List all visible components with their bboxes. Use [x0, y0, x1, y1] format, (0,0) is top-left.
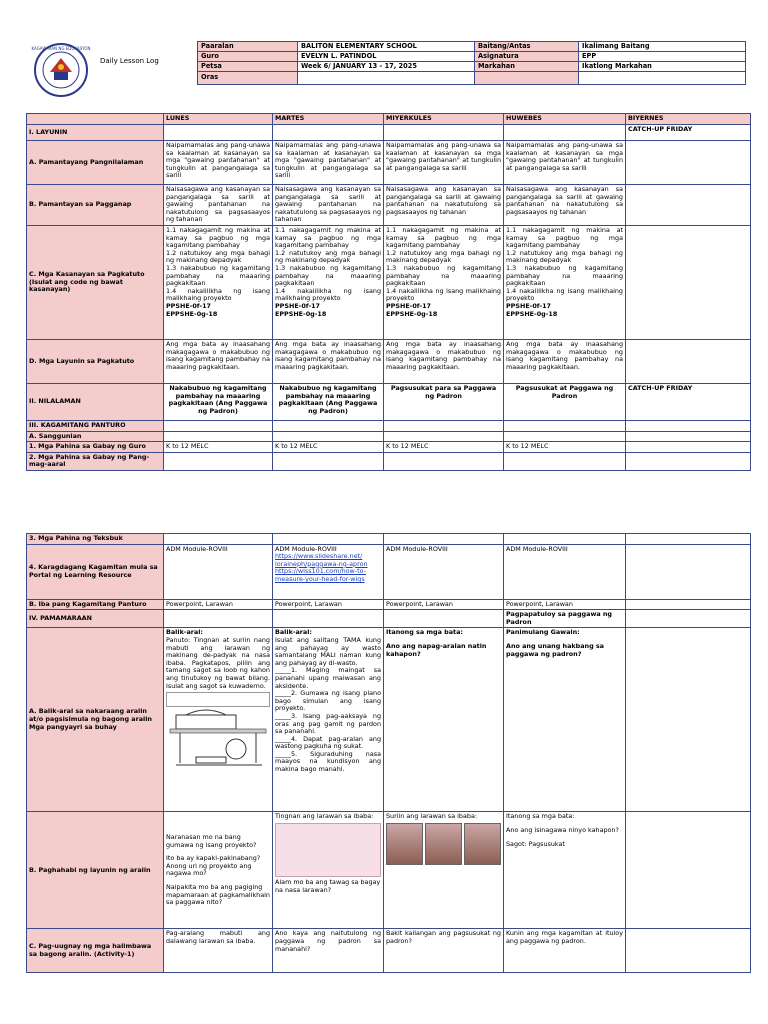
module-martes: [273, 544, 384, 599]
balik-text: Panuto: Tingnan at suriin nang mabuti ang larawan ng makinang de-padyak na nasa ibaba. Pagkatapos, piliin ang tamang sagot sa loob ng kahon ang tinutukoy ng bawat bilang. Isulat ang sagot sa kuwaderno.: [166, 635, 270, 690]
cell: [504, 534, 626, 545]
kasanayan-line: 1.1 nakagagamit ng makina at kamay sa pagbuo ng mga kagamitang pambahay: [506, 225, 623, 250]
deped-seal-logo: [30, 42, 92, 98]
balik-intro: Isulat ang salitang TAMA kung ang pahayag ay wasto samantalang MALI naman kung ang pahayag ay di-wasto.: [275, 635, 381, 667]
balik-item: _____5. Siguraduhing nasa maayos na kundisyon ang makina bago manahi.: [275, 749, 381, 774]
day-martes: MARTES: [273, 114, 384, 125]
balik-title: Balik-aral:: [275, 628, 312, 637]
layunin-martes: Ang mga bata ay inaasahang makagagawa o makabubuo ng isang kagamitang pambahay na maaaring pagkakitaan.: [273, 339, 384, 383]
paghahabi-q: Alam mo ba ang tawag sa bagay na nasa larawan?: [275, 877, 381, 894]
cell: [626, 339, 751, 383]
row-teksbuk-label: 3. Mga Pahina ng Teksbuk: [27, 534, 164, 545]
layunin-huwebes: Ang mga bata ay inaasahang makagagawa o makabubuo ng isang kagamitang pambahay na maaaring pagkakitaan.: [504, 339, 626, 383]
paghahabi-title: Tingnan ang larawan sa ibaba:: [275, 812, 374, 821]
cell: [626, 628, 751, 812]
label-asignatura: Asignatura: [475, 52, 579, 62]
header-info-table: [197, 41, 746, 85]
nilalaman-huwebes: Pagsusukat at Paggawa ng Padron: [504, 383, 626, 420]
kasanayan-line: 1.4 nakalilikha ng isang malikhaing proyekto: [506, 286, 623, 303]
pagganap-lunes: Naisasagawa ang kasanayan sa pangangalaga sa sarili at gawaing pantahanan na nakatutulong sa pagsasaayos ng tahanan: [164, 185, 273, 226]
row-layunin-label: I. LAYUNIN: [27, 125, 164, 141]
cell: [504, 125, 626, 141]
balik-title: Panimulang Gawain:: [506, 628, 580, 637]
kasanayan-line: 1.4 nakalilikha ng isang malikhaing proyekto: [386, 286, 501, 303]
cell: [626, 534, 751, 545]
corner-cell: [27, 114, 164, 125]
cell: [504, 452, 626, 470]
cell: [626, 185, 751, 226]
photo: [386, 823, 423, 865]
code-2: EPPSHE-0g-18: [275, 309, 327, 318]
paghahabi-martes: [273, 812, 384, 929]
row-gabay-guro-label: 1. Mga Pahina sa Gabay ng Guro: [27, 442, 164, 453]
cell: [164, 452, 273, 470]
code-1: PPSHE-0f-17: [506, 301, 551, 310]
cell: [164, 420, 273, 431]
cell: [626, 420, 751, 431]
module-lunes: ADM Module-ROVIII: [164, 544, 273, 599]
value-oras: [298, 72, 475, 85]
paguugnay-martes: Ano kaya ang naitutulong ng paggawa ng padron sa mananahi?: [273, 929, 384, 973]
row-pagganap-label: B. Pamantayan sa Pagganap: [27, 185, 164, 226]
cell: [164, 125, 273, 141]
cell: [504, 431, 626, 442]
cell: [273, 420, 384, 431]
iba-lunes: Powerpoint, Larawan: [164, 599, 273, 610]
paghahabi-q: Ito ba ay kapaki-pakinabang? Anong uri ng proyekto ang nagawa mo?: [166, 854, 261, 878]
label-baitang: Baitang/Antas: [475, 42, 579, 52]
cell: [626, 452, 751, 470]
paghahabi-lunes: [164, 812, 273, 929]
seal-text: KAGAWARAN NG EDUKASYON: [31, 46, 91, 51]
code-2: EPPSHE-0g-18: [166, 309, 218, 318]
balik-title: Itanong sa mga bata:: [386, 628, 463, 637]
cell: [273, 534, 384, 545]
kasanayan-line: 1.4 nakalilikha ng isang malikhaing proyekto: [275, 286, 381, 303]
row-paguugnay-label: C. Pag-uugnay ng mga halimbawa sa bagong aralin. (Activity-1): [27, 929, 164, 973]
row-pamamaraan-label: IV. PAMAMARAAN: [27, 610, 164, 628]
nilalaman-miyerkules: Pagsusukat para sa Paggawa ng Padron: [384, 383, 504, 420]
kasanayan-martes: [273, 225, 384, 339]
kasanayan-lunes: [164, 225, 273, 339]
measuring-photos: [386, 823, 501, 865]
cell: [626, 929, 751, 973]
label-markahan: Markahan: [475, 62, 579, 72]
layunin-miyerkules: Ang mga bata ay inaasahang makagagawa o makabubuo ng isang kagamitang pambahay na maaaring pagkakitaan.: [384, 339, 504, 383]
balik-huwebes: [504, 628, 626, 812]
document-title: Daily Lesson Log: [100, 57, 159, 65]
kasanayan-line: 1.3 nakabubuo ng kagamitang pambahay na maaaring pagkakitaan: [166, 263, 270, 288]
value-petsa: Week 6/ JANUARY 13 - 17, 2025: [298, 62, 475, 72]
kasanayan-huwebes: [504, 225, 626, 339]
day-huwebes: HUWEBES: [504, 114, 626, 125]
word-box-image: [166, 692, 270, 707]
kasanayan-line: 1.2 natutukoy ang mga bahagi ng makinang depadyak: [386, 248, 501, 265]
melc-lunes: K to 12 MELC: [164, 442, 273, 453]
photo: [425, 823, 462, 865]
balik-item: _____1. Maging maingat sa pananahi upang maiwasan ang aksidente.: [275, 666, 381, 690]
day-miyerkules: MIYERKULES: [384, 114, 504, 125]
melc-miyerkules: K to 12 MELC: [384, 442, 504, 453]
label-oras: Oras: [198, 72, 298, 85]
cell: [273, 125, 384, 141]
value-baitang: Ikalimang Baitang: [579, 42, 746, 52]
paghahabi-q: Naranasan mo na bang gumawa ng isang proyekto?: [166, 833, 257, 849]
label-empty: [475, 72, 579, 85]
photo: [464, 823, 501, 865]
kasanayan-line: 1.4 nakalilikha ng isang malikhaing proyekto: [166, 286, 270, 303]
kasanayan-line: 1.3 nakabubuo ng kagamitang pambahay na maaaring pagkakitaan: [506, 263, 623, 288]
code-2: EPPSHE-0g-18: [386, 309, 438, 318]
row-kagamitan-label: III. KAGAMITANG PANTURO: [27, 420, 164, 431]
cell: [626, 599, 751, 610]
row-sanggunian-label: A. Sanggunian: [27, 431, 164, 442]
balik-item: _____2. Gumawa ng isang plano bago simulan ang isang proyekto.: [275, 689, 381, 713]
day-biyernes: BIYERNES: [626, 114, 751, 125]
kasanayan-line: 1.1 nakagagamit ng makina at kamay sa pagbuo ng mga kagamitang pambahay: [386, 225, 501, 250]
kasanayan-line: 1.1 nakagagamit ng makina at kamay sa pagbuo ng mga kagamitang pambahay: [166, 225, 270, 250]
module-huwebes: ADM Module-ROVIII: [504, 544, 626, 599]
cell: [164, 610, 273, 628]
pagganap-huwebes: Naisasagawa ang kasanayan sa pangangalaga sa sarili at gawaing pantahanan na nakatutulong sa pagsasaayos ng tahanan: [504, 185, 626, 226]
value-markahan: Ikatlong Markahan: [579, 62, 746, 72]
code-1: PPSHE-0f-17: [386, 301, 431, 310]
kasanayan-miyerkules: [384, 225, 504, 339]
kasanayan-line: 1.3 nakabubuo ng kagamitang pambahay na maaaring pagkakitaan: [275, 263, 381, 288]
sewing-machine-image: [166, 707, 270, 769]
row-gabay-magaaral-label: 2. Mga Pahina sa Gabay ng Pang-mag-aaral: [27, 452, 164, 470]
pamamaraan-huwebes: Pagpapatuloy sa paggawa ng Padron: [504, 610, 626, 628]
iba-martes: Powerpoint, Larawan: [273, 599, 384, 610]
layunin-lunes: Ang mga bata ay inaasahang makagagawa o makabubuo ng isang kagamitang pambahay na maaaring pagkakitaan.: [164, 339, 273, 383]
paguugnay-lunes: Pag-aralang mabuti ang dalawang larawan sa ibaba.: [164, 929, 273, 973]
melc-huwebes: K to 12 MELC: [504, 442, 626, 453]
cell: [626, 431, 751, 442]
melc-martes: K to 12 MELC: [273, 442, 384, 453]
kasanayan-line: 1.2 natutukoy ang mga bahagi ng makinang depadyak: [275, 248, 381, 265]
kasanayan-line: 1.3 nakabubuo ng kagamitang pambahay na maaaring pagkakitaan: [386, 263, 501, 288]
cell: [504, 420, 626, 431]
cell: [384, 452, 504, 470]
paghahabi-q: Ano ang isinagawa ninyo kahapon?: [506, 825, 619, 834]
cell: [164, 431, 273, 442]
pamantayang-martes: Naipamamalas ang pang-unawa sa kaalaman at kasanayan sa mga "gawaing pantahanan" at tungkulin at pangangalaga sa sarili: [273, 141, 384, 185]
row-balik-aral-label: A. Balik-aral sa nakaraang aralin at/o pagsisimula ng bagong aralin Mga pangyayri sa buhay: [27, 628, 164, 812]
label-guro: Guro: [198, 52, 298, 62]
cell: [384, 420, 504, 431]
balik-title: Balik-aral:: [166, 628, 203, 637]
kasanayan-line: 1.2 natutukoy ang mga bahagi ng makinang depadyak: [506, 248, 623, 265]
pamantayang-miyerkules: Naipamamalas ang pang-unawa sa kaalaman at kasanayan sa mga "gawaing pantahanan" at tungkulin at pangangalaga sa sarili: [384, 141, 504, 185]
label-petsa: Petsa: [198, 62, 298, 72]
slideshare-link[interactable]: https://www.slideshare.net/ loraineph/paggawa-ng-apron: [275, 552, 368, 568]
pagganap-miyerkules: Naisasagawa ang kasanayan sa pangangalaga sa sarili at gawaing pantahanan na nakatutulong sa pagsasaayos ng tahanan: [384, 185, 504, 226]
pagganap-martes: Naisasagawa ang kasanayan sa pangangalaga sa sarili at gawaing pantahanan na nakatutulong sa pagsasaayos ng tahanan: [273, 185, 384, 226]
kasanayan-line: 1.1 nakagagamit ng makina at kamay sa pagbuo ng mga kagamitang pambahay: [275, 225, 381, 250]
value-guro: EVELYN L. PATINDOL: [298, 52, 475, 62]
balik-miyerkules: [384, 628, 504, 812]
cell: [626, 812, 751, 929]
paguugnay-miyerkules: Bakit kailangan ang pagsusukat ng padron?: [384, 929, 504, 973]
balik-item: _____3. Isang pag-aaksaya ng oras ang pag gamit ng pardon sa pananahi.: [275, 711, 381, 736]
nilalaman-biyernes: CATCH-UP FRIDAY: [626, 383, 751, 420]
balik-martes: [273, 628, 384, 812]
row-nilalaman-label: II. NILALAMAN: [27, 383, 164, 420]
row-paghahabi-label: B. Paghahabi ng layunin ng aralin: [27, 812, 164, 929]
code-2: EPPSHE-0g-18: [506, 309, 558, 318]
cell: [164, 534, 273, 545]
row-kasanayan-label: C. Mga Kasanayan sa Pagkatuto (Isulat ang code ng bawat kasanayan): [27, 225, 164, 339]
balik-question: Ano ang napag-aralan natin kahapon?: [386, 641, 487, 658]
label-paaralan: Paaralan: [198, 42, 298, 52]
cell: [626, 442, 751, 453]
paghahabi-title: Suriin ang larawan sa ibaba:: [386, 812, 478, 821]
iba-miyerkules: Powerpoint, Larawan: [384, 599, 504, 610]
code-1: PPSHE-0f-17: [166, 301, 211, 310]
paghahabi-huwebes: [504, 812, 626, 929]
value-asignatura: EPP: [579, 52, 746, 62]
day-lunes: LUNES: [164, 114, 273, 125]
balik-question: Ano ang unang hakbang sa paggawa ng padron?: [506, 641, 604, 658]
cell: [384, 431, 504, 442]
cell: [626, 610, 751, 628]
value-empty: [579, 72, 746, 85]
lesson-table-part1: [26, 113, 751, 471]
cell: [626, 141, 751, 185]
nilalaman-martes: Nakabubuo ng kagamitang pambahay na maaaring pagkakitaan (Ang Paggawa ng Padron): [273, 383, 384, 420]
row-pamantayang-label: A. Pamantayang Pangnilalaman: [27, 141, 164, 185]
paguugnay-huwebes: Kunin ang mga kagamitan at ituloy ang paggawa ng padron.: [504, 929, 626, 973]
cell: [626, 225, 751, 339]
balik-item: _____4. Dapat pag-aralan ang wastong pagkuha ng sukat.: [275, 734, 381, 751]
cell: [273, 431, 384, 442]
value-paaralan: BALITON ELEMENTARY SCHOOL: [298, 42, 475, 52]
kasanayan-line: 1.2 natutukoy ang mga bahagi ng makinang depadyak: [166, 248, 270, 265]
nilalaman-lunes: Nakabubuo ng kagamitang pambahay na maaaring pagkakitaan (Ang Paggawa ng Padron): [164, 383, 273, 420]
lesson-table-part2: [26, 533, 751, 973]
cell: [626, 544, 751, 599]
cell: [384, 125, 504, 141]
pamantayang-lunes: Naipamamalas ang pang-unawa sa kaalaman at kasanayan sa mga "gawaing pantahanan" at tungkulin at pangangalaga sa sarili: [164, 141, 273, 185]
paghahabi-q: Naipakita mo ba ang pagiging mapamaraan at pagkamalikhain sa paggawa nito?: [166, 882, 270, 907]
pamantayang-huwebes: Naipamamalas ang pang-unawa sa kaalaman at kasanayan sa mga "gawaing pantahanan" at tungkulin at pangangalaga sa sarili: [504, 141, 626, 185]
paghahabi-q: Sagot: Pagsusukat: [506, 839, 565, 848]
pattern-paper-image: [275, 823, 381, 877]
module-text: ADM Module-ROVIII: [275, 544, 337, 553]
cell: [273, 610, 384, 628]
iba-huwebes: Powerpoint, Larawan: [504, 599, 626, 610]
row-layunin-pagkatuto-label: D. Mga Layunin sa Pagkatuto: [27, 339, 164, 383]
row-iba-label: B. Iba pang Kagamitang Panturo: [27, 599, 164, 610]
cell: [384, 610, 504, 628]
paghahabi-q: Itanong sa mga bata:: [506, 812, 575, 821]
balik-lunes: [164, 628, 273, 812]
catchup-label: CATCH-UP FRIDAY: [626, 125, 751, 141]
wigs-link[interactable]: https://wiss101.com/how-to-measure-your-head-for-wigs: [275, 567, 366, 583]
paghahabi-miyerkules: [384, 812, 504, 929]
code-1: PPSHE-0f-17: [275, 301, 320, 310]
module-miyerkules: ADM Module-ROVIII: [384, 544, 504, 599]
cell: [273, 452, 384, 470]
cell: [384, 534, 504, 545]
row-karagdagang-label: 4. Karagdagang Kagamitan mula sa Portal ng Learning Resource: [27, 544, 164, 599]
